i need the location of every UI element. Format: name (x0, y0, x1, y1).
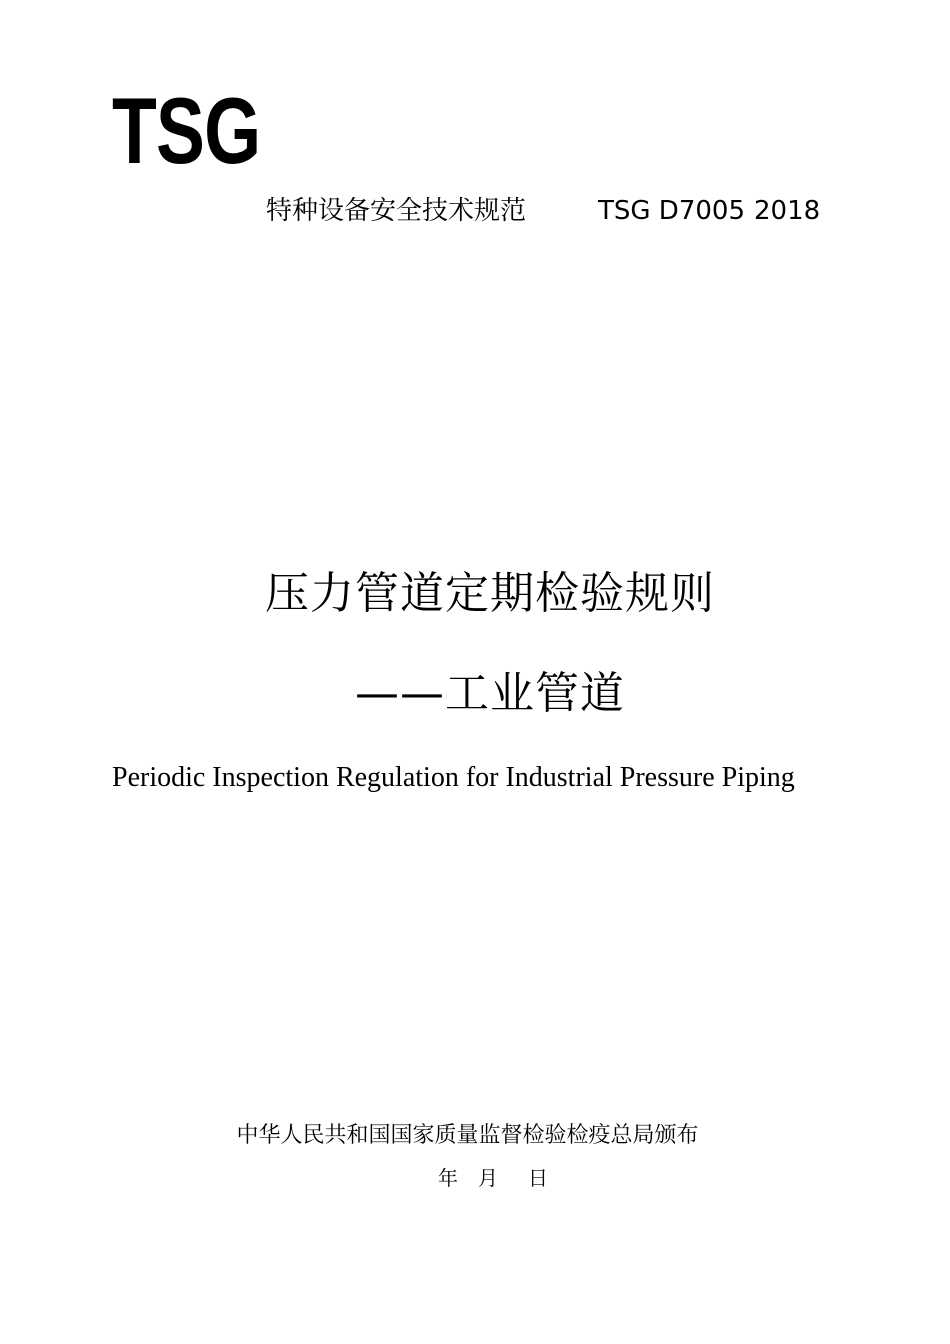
spec-year: 2018 (754, 196, 821, 226)
document-title: 压力管道定期检验规则 (265, 568, 715, 619)
date-month-label: 月 (478, 1166, 498, 1190)
spec-code: TSG D7005 (598, 196, 745, 226)
issue-date (438, 1162, 578, 1194)
date-year-label: 年 (438, 1166, 458, 1190)
document-subtitle: ——工业管道 (355, 668, 625, 719)
tsg-logo: TSG (112, 78, 261, 183)
date-day-label: 日 (528, 1166, 548, 1190)
spec-category: 特种设备安全技术规范 (266, 196, 527, 226)
spec-line (266, 194, 826, 228)
document-title-english: Periodic Inspection Regulation for Industrial Pressure Piping (112, 762, 795, 793)
issuer-line: 中华人民共和国国家质量监督检验检疫总局颁布 (236, 1123, 699, 1148)
